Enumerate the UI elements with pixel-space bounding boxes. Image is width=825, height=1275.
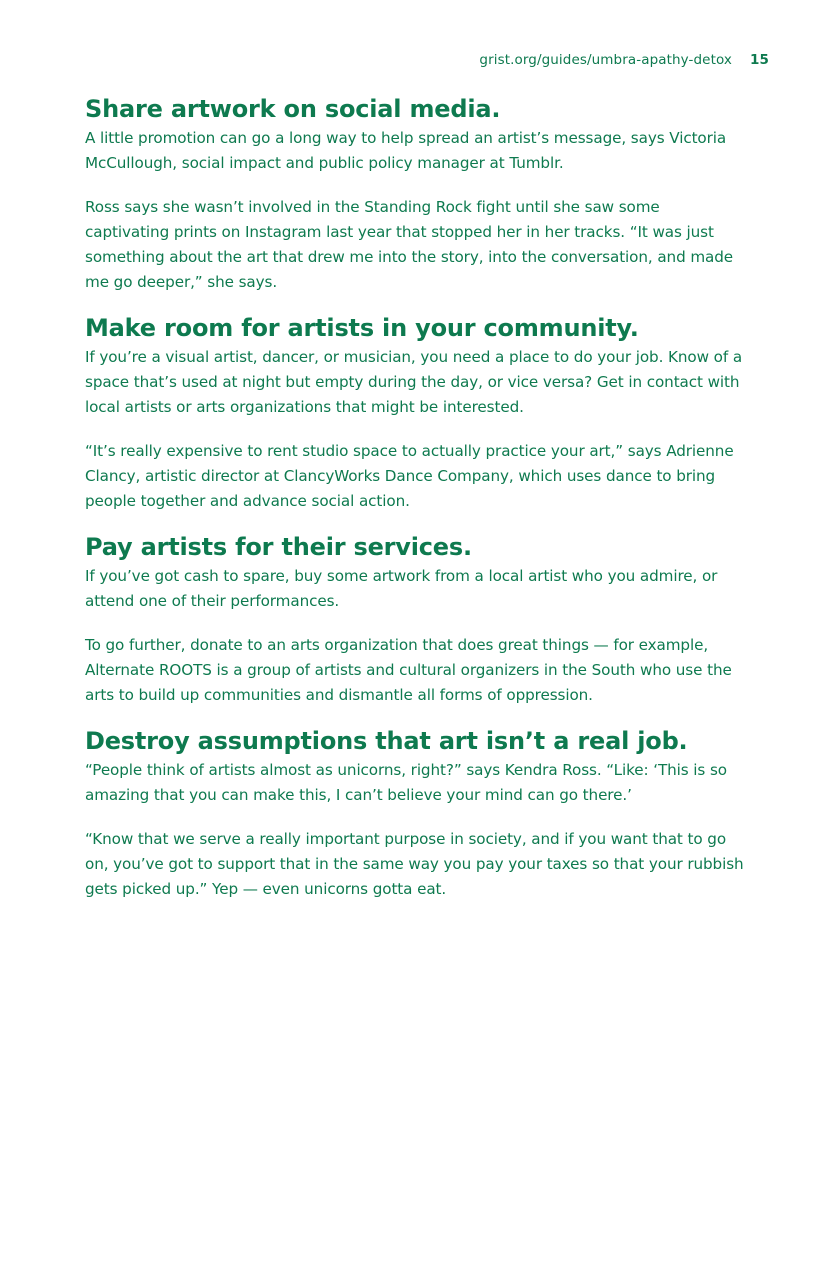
section-destroy-assumptions bbox=[85, 724, 745, 902]
section-paragraph: To go further, donate to an arts organization that does great things — for example, Alternate ROOTS is a group of artists and cultural organizers in the South who use the arts to build up communities and dismantle all forms of oppression. bbox=[85, 636, 732, 704]
section-heading: Share artwork on social media. bbox=[85, 95, 501, 123]
section-share-artwork bbox=[85, 92, 745, 295]
article-body bbox=[85, 92, 745, 918]
section-paragraph: If you’re a visual artist, dancer, or musician, you need a place to do your job. Know of a space that’s used at night but empty during the day, or vice versa? Get in contact with local artists or arts organizations that might be interested. bbox=[85, 348, 743, 416]
page-header bbox=[479, 52, 769, 68]
page-number: 15 bbox=[750, 52, 769, 68]
section-heading: Pay artists for their services. bbox=[85, 533, 472, 561]
section-paragraph: “People think of artists almost as unicorns, right?” says Kendra Ross. “Like: ‘This is so amazing that you can make this, I can’t believe your mind can go there.’ bbox=[85, 761, 727, 804]
section-paragraph: “Know that we serve a really important purpose in society, and if you want that to go on, you’ve got to support that in the same way you pay your taxes so that your rubbish gets picked up.” Yep — even unicorns gotta eat. bbox=[85, 830, 744, 898]
section-heading: Destroy assumptions that art isn’t a real job. bbox=[85, 727, 688, 755]
guide-url: grist.org/guides/umbra-apathy-detox bbox=[479, 52, 732, 68]
section-heading: Make room for artists in your community. bbox=[85, 314, 639, 342]
section-paragraph: “It’s really expensive to rent studio space to actually practice your art,” says Adrienne Clancy, artistic director at ClancyWorks Dance Company, which uses dance to bring people together and advance social action. bbox=[85, 442, 734, 510]
section-paragraph: If you’ve got cash to spare, buy some artwork from a local artist who you admire, or attend one of their performances. bbox=[85, 567, 718, 610]
section-pay-artists bbox=[85, 530, 745, 708]
section-make-room bbox=[85, 311, 745, 514]
section-paragraph: A little promotion can go a long way to help spread an artist’s message, says Victoria McCullough, social impact and public policy manager at Tumblr. bbox=[85, 129, 727, 172]
section-paragraph: Ross says she wasn’t involved in the Standing Rock fight until she saw some captivating prints on Instagram last year that stopped her in her tracks. “It was just something about the art that drew me into the story, into the conversation, and made me go deeper,” she says. bbox=[85, 198, 734, 291]
